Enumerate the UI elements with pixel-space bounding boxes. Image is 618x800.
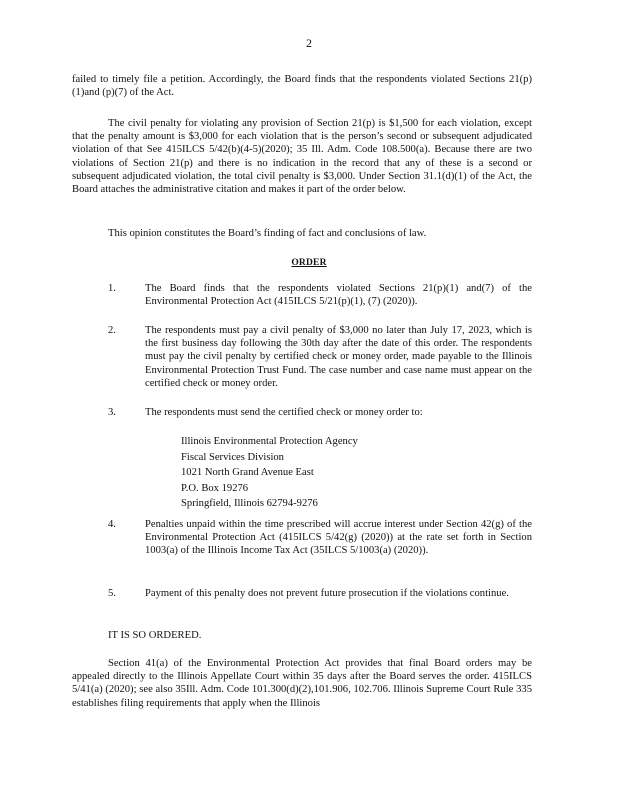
- order-item-number: 3.: [108, 407, 116, 418]
- order-item-number: 1.: [108, 283, 116, 294]
- order-item-text: Penalties unpaid within the time prescribed will accrue interest under Section 42(g) of the Environmental Protection Act (415ILCS 5/42(g) (2020)) at the rate set forth in Section 1003(a) of the Illinois Income Tax Act (35ILCS 5/1003(a) (2020)).: [145, 519, 532, 557]
- address-line: Fiscal Services Division: [181, 451, 284, 463]
- page-number: 2: [306, 36, 312, 50]
- paragraph-violation-finding: failed to timely file a petition. Accordingly, the Board finds that the respondents violated Sections 21(p)(1)and (p)(7) of the Act.: [72, 74, 532, 99]
- order-item-number: 5.: [108, 588, 116, 599]
- paragraph-civil-penalty: The civil penalty for violating any provision of Section 21(p) is $1,500 for each violation, except that the penalty amount is $3,000 for each violation that is the person’s second or subsequent adjudicated violation of that See 415ILCS 5/42(b)(4-5)(2020); 35 Ill. Adm. Code 108.500(a). Because there are two violations of Section 21(p) and there is no indication in the record that any of these is a second or subsequent adjudicated violation, the total civil penalty is $3,000. Under Section 31.1(d)(1) of the Act, the Board attaches the administrative citation and makes it part of the order below.: [72, 118, 532, 196]
- so-ordered-line: IT IS SO ORDERED.: [108, 630, 202, 641]
- order-item-text: The Board finds that the respondents violated Sections 21(p)(1) and(7) of the Environmental Protection Act (415ILCS 5/21(p)(1), (7) (2020)).: [145, 283, 532, 308]
- order-item-number: 4.: [108, 519, 116, 530]
- address-line: Illinois Environmental Protection Agency: [181, 436, 358, 447]
- paragraph-opinion-statement: This opinion constitutes the Board’s finding of fact and conclusions of law.: [108, 228, 427, 239]
- address-line: Springfield, Illinois 62794-9276: [181, 498, 318, 510]
- order-heading: ORDER: [291, 258, 327, 268]
- payment-address: [181, 434, 358, 512]
- paragraph-appeal-rights: Section 41(a) of the Environmental Protection Act provides that final Board orders may be appealed directly to the Illinois Appellate Court within 35 days after the Board serves the order. 415ILCS 5/41(a) (2020); see also 35Ill. Adm. Code 101.300(d)(2),101.906, 102.706. Illinois Supreme Court Rule 335 establishes filing requirements that apply when the Illinois: [72, 658, 532, 709]
- address-line: P.O. Box 19276: [181, 482, 249, 494]
- order-item-number: 2.: [108, 325, 116, 336]
- order-item-text: Payment of this penalty does not prevent future prosecution if the violations continue.: [145, 588, 509, 599]
- address-line: 1021 North Grand Avenue East: [181, 467, 314, 479]
- order-item-text: The respondents must pay a civil penalty of $3,000 no later than July 17, 2023, which is the first business day following the 30th day after the date of this order. The respondents must pay the civil penalty by certified check or money order, made payable to the Illinois Environmental Protection Trust Fund. The case number and case name must appear on the certified check or money order.: [145, 325, 532, 389]
- order-item-text: The respondents must send the certified check or money order to:: [145, 407, 423, 418]
